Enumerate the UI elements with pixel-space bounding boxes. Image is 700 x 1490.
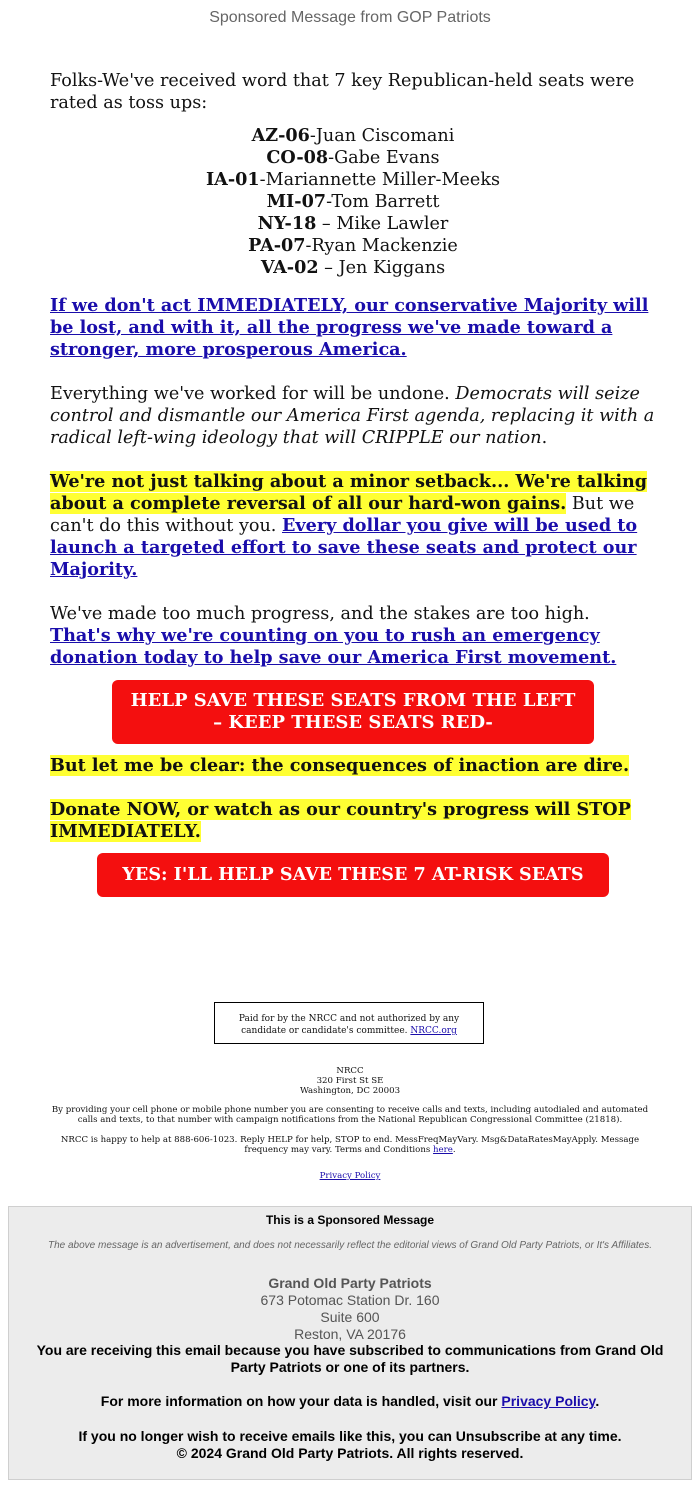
progress-paragraph <box>50 603 656 669</box>
seat-item <box>50 235 656 257</box>
seat-item <box>50 169 656 191</box>
footer-info <box>29 1393 671 1410</box>
seat-code: PA-07 <box>248 235 306 256</box>
footer-messages <box>29 1342 671 1462</box>
seat-name: Gabe Evans <box>334 148 440 168</box>
help-text: NRCC is happy to help at 888-606-1023. Reply HELP for help, STOP to end. MessFreqMayVary. Msg&DataRatesMayApply. Message frequency may vary. Terms and Conditions <box>60 1135 640 1155</box>
cta2-wrapper <box>50 853 656 897</box>
privacy-block <box>50 1171 650 1181</box>
seat-separator: - <box>259 170 266 190</box>
seat-item <box>50 125 656 147</box>
emergency-donation-link[interactable]: That's why we're counting on you to rush an emergency donation today to help save our America First movement. <box>50 625 617 668</box>
footer-disclaimer: The above message is an advertisement, and does not necessarily reflect the editorial views of Grand Old Party Patriots, or It's Affiliates. <box>47 1240 653 1251</box>
help-text-block <box>50 1135 650 1155</box>
seat-item <box>50 213 656 235</box>
seat-name: Mike Lawler <box>336 214 449 234</box>
seat-separator: – <box>316 214 337 234</box>
seat-code: IA-01 <box>205 169 260 190</box>
email-body <box>50 70 656 897</box>
nrcc-link[interactable]: NRCC.org <box>410 1026 457 1036</box>
cta1-line1: HELP SAVE THESE SEATS FROM THE LEFT <box>130 690 576 711</box>
seat-name: Tom Barrett <box>331 192 440 212</box>
undone-paragraph <box>50 383 656 449</box>
sponsor-header: Sponsored Message from GOP Patriots <box>209 9 491 26</box>
footer-addr2: Suite 600 <box>320 1309 380 1325</box>
seat-code: MI-07 <box>266 191 327 212</box>
cta1-wrapper <box>50 680 656 744</box>
seat-code: VA-02 <box>260 257 319 278</box>
donate-highlight: Donate NOW, or watch as our country's progress will STOP IMMEDIATELY. <box>50 799 631 842</box>
footer-addr1: 673 Potomac Station Dr. 160 <box>260 1292 440 1308</box>
clear-paragraph <box>50 755 656 777</box>
paid-for-box <box>214 1002 484 1044</box>
seat-code: CO-08 <box>266 147 329 168</box>
progress-text: We've made too much progress, and the stakes are too high. <box>50 604 590 624</box>
footer-title: This is a Sponsored Message <box>265 1213 435 1227</box>
setback-text: But we can't do this without you. <box>50 494 635 536</box>
seat-separator: - <box>309 126 316 146</box>
intro-paragraph: Folks-We've received word that 7 key Republican-held seats were rated as toss ups: <box>50 71 635 113</box>
seat-separator: - <box>328 148 335 168</box>
address-org: NRCC <box>336 1066 364 1076</box>
undone-italic: Democrats will seize control and dismantle our America First agenda, replacing it with a radical left-wing ideology that will CRIPPLE our nation <box>50 384 655 448</box>
seat-name: Jen Kiggans <box>338 258 446 278</box>
footer-org: Grand Old Party Patriots <box>268 1275 432 1291</box>
seat-name: Mariannette Miller-Meeks <box>265 170 501 190</box>
cta1-line2: – KEEP THESE SEATS RED- <box>213 712 493 733</box>
consent-text: By providing your cell phone or mobile phone number you are consenting to receive calls and texts, including autodialed and automated calls and texts, to that number with campaign notifications from the National Republican Congressional Committee (21818). <box>51 1105 649 1125</box>
setback-highlight: We're not just talking about a minor setback... We're talking about a complete reversal of all our hard-won gains. <box>50 471 648 514</box>
footer-info-end: . <box>595 1393 600 1409</box>
address-city: Washington, DC 20003 <box>299 1086 401 1096</box>
footer-privacy-link[interactable]: Privacy Policy <box>501 1393 596 1409</box>
help-end: . <box>452 1145 456 1155</box>
nrcc-address <box>0 1066 700 1096</box>
terms-here-link[interactable]: here <box>433 1145 453 1155</box>
seat-separator: - <box>326 192 332 212</box>
seat-list <box>50 125 656 279</box>
seat-separator: – <box>318 258 339 278</box>
donate-paragraph <box>50 799 656 843</box>
seat-item <box>50 257 656 279</box>
seat-item <box>50 147 656 169</box>
seat-name: Juan Ciscomani <box>315 126 455 146</box>
seat-separator: - <box>305 236 312 256</box>
footer-copyright: © 2024 Grand Old Party Patriots. All rights reserved. <box>176 1445 524 1461</box>
footer-info-text: For more information on how your data is handled, visit our <box>100 1393 498 1409</box>
setback-paragraph <box>50 471 656 581</box>
seat-name: Ryan Mackenzie <box>311 236 458 256</box>
footer-unsubscribe: If you no longer wish to receive emails like this, you can Unsubscribe at any time. <box>78 1428 622 1444</box>
privacy-policy-link[interactable]: Privacy Policy <box>319 1171 381 1181</box>
clear-highlight: But let me be clear: the consequences of inaction are dire. <box>50 755 630 776</box>
dollar-link[interactable]: Every dollar you give will be used to launch a targeted effort to save these seats and protect our Majority. <box>50 515 638 580</box>
sponsored-footer <box>8 1206 692 1480</box>
majority-paragraph <box>50 295 656 361</box>
help-save-7-seats-button[interactable]: YES: I'LL HELP SAVE THESE 7 AT-RISK SEATS <box>97 853 609 897</box>
seat-code: NY-18 <box>257 213 317 234</box>
majority-link[interactable]: If we don't act IMMEDIATELY, our conservative Majority will be lost, and with it, all the progress we've made toward a stronger, more prosperous America. <box>50 295 649 360</box>
seat-code: AZ-06 <box>251 125 310 146</box>
seat-item <box>50 191 656 213</box>
address-street: 320 First St SE <box>316 1076 384 1086</box>
undone-end: . <box>541 428 548 448</box>
footer-addr3: Reston, VA 20176 <box>294 1326 406 1342</box>
paid-for-text: Paid for by the NRCC and not authorized by any candidate or candidate's committee. <box>238 1014 460 1036</box>
footer-receiving: You are receiving this email because you have subscribed to communications from Grand Old Party Patriots or one of its partners. <box>36 1342 664 1375</box>
undone-text: Everything we've worked for will be undone. <box>50 384 450 404</box>
footer-address <box>9 1275 691 1343</box>
save-seats-button[interactable] <box>112 680 594 744</box>
